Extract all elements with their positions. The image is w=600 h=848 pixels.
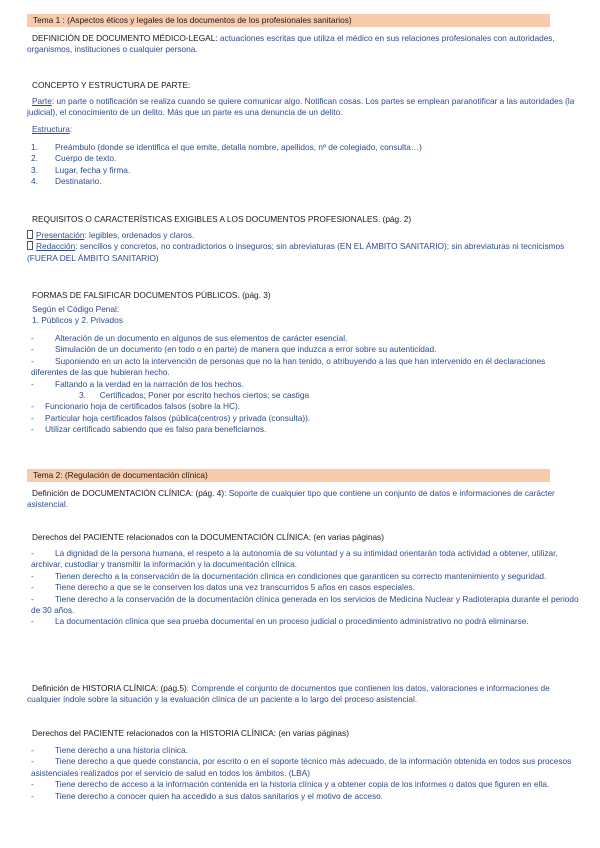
derechos-doc-heading-text: Derechos del PACIENTE relacionados con la DOCUMENTACIÓN CLÍNICA: (en varias páginas) [32, 532, 384, 542]
list-item [27, 791, 580, 802]
sub-number: 3. [79, 390, 86, 401]
parte-text: : un parte o notificación se realiza cuando se quiere comunicar algo. Notifican cosas. Los partes se emplean paranotificar a las autoridades (la judicial), el conocimiento de un delito. Más que un parte es una denuncia de un delito. [27, 96, 575, 118]
codigo-penal [27, 304, 580, 327]
list-item [27, 582, 580, 593]
dash: - [31, 333, 34, 343]
sub-text: Certificados; Poner por escrito hechos ciertos; se castiga [99, 390, 310, 401]
redaccion-label: Redacción [36, 241, 76, 252]
list-item [27, 779, 580, 790]
tema1-section [27, 14, 580, 27]
tema1-band: Tema 1 : (Aspectos éticos y legales de los documentos de los profesionales sanitarios) [27, 14, 550, 27]
list-item [27, 390, 580, 401]
redaccion-text: : sencillos y concretos, no contradictorios o inseguros; sin abreviaturas (EN EL ÁMBITO SANITARIO); sin abreviaturas ni tecnicismos (FUERA DEL ÁMBITO SANITARIO) [27, 241, 565, 263]
list-item [27, 401, 580, 412]
requisitos-heading-text: REQUISITOS O CARACTERÍSTICAS EXIGIBLES A LOS DOCUMENTOS PROFESIONALES. (pág. 2) [32, 214, 412, 224]
list-text: La documentación clínica que sea prueba documental en un proceso judicial o procedimiento administrativo no podrá eliminarse. [55, 616, 529, 627]
requisitos-heading [27, 214, 580, 225]
list-number: 1. [31, 142, 38, 152]
list-item [27, 165, 580, 176]
list-item [27, 230, 580, 241]
dash: - [31, 756, 34, 767]
list-text: Simulación de un documento (en todo o en parte) de manera que induzca a error sobre su autenticidad. [55, 344, 437, 355]
tema2-band: Tema 2: (Regulación de documentación clínica) [27, 469, 550, 482]
parte-paragraph [27, 96, 580, 119]
tema1-definition [27, 33, 580, 56]
list-text: Tienen derecho a la conservación de la documentación clínica en condiciones que garanticen su correcto mantenimiento y seguridad. [55, 570, 547, 581]
estructura-text: Estructura [32, 124, 70, 134]
def-label: DEFINICIÓN DE DOCUMENTO MÉDICO-LEGAL: [32, 33, 218, 43]
list-text: Tiene derecho a la conservación de la documentación clínica generada en los servicios de Medicina Nuclear y Radioterapia durante el periodo de 30 años. [31, 593, 579, 616]
dash: - [31, 593, 34, 604]
list-item [27, 142, 580, 153]
list-item [27, 745, 580, 756]
list-number: 2. [31, 153, 38, 164]
list-item [27, 594, 580, 617]
square-bullet-icon [27, 241, 33, 250]
list-item [27, 153, 580, 164]
list-item [27, 333, 580, 344]
codigo-text: Según el Código Penal: [32, 304, 120, 314]
list-number: 3. [31, 164, 38, 175]
falsificar-heading [27, 290, 580, 301]
def-text: actuaciones escritas que utiliza el médico en sus relaciones profesionales con autoridades, organismos, instituciones o cualquier persona. [27, 33, 555, 55]
def-label: Definición de DOCUMENTACIÓN CLÍNICA: (pág. 4) [32, 488, 225, 498]
falsificar-heading-text: FORMAS DE FALSIFICAR DOCUMENTOS PÚBLICOS. (pág. 3) [32, 290, 271, 300]
list-text: Utilizar certificado sabiendo que es falso para beneficiarnos. [45, 424, 267, 435]
falsificar-list [27, 333, 580, 436]
list-item [27, 571, 580, 582]
list-item [27, 379, 580, 390]
list-text: Tiene derecho a una historia clínica. [55, 745, 188, 755]
list-text: Alteración de un documento en algunos de sus elementos de carácter esencial. [55, 333, 348, 343]
parte-heading [27, 80, 580, 91]
list-text: La dignidad de la persona humana, el respeto a la autonomía de su voluntad y a su intimidad orientarán toda actividad a obtener, utilizar, archivar, custodiar y transmitir la información y la documentación clínica. [31, 548, 558, 570]
dash: - [31, 582, 34, 593]
presentacion-text: : legibles, ordenados y claros. [84, 230, 195, 240]
dash: - [31, 424, 34, 435]
derechos-hc-heading-text: Derechos del PACIENTE relacionados con la HISTORIA CLÍNICA: (en varias páginas) [32, 728, 349, 738]
list-item [27, 241, 580, 264]
list-text: Funcionario hoja de certificados falsos (sobre la HC). [45, 401, 241, 412]
historia-definition [27, 683, 580, 706]
dash: - [31, 779, 34, 790]
def-text: : Comprende el conjunto de documentos que contienen los datos, valoraciones e informaciones de cualquier índole sobre la situación y la evaluación clínica de un paciente a lo largo del proceso asistencial. [27, 683, 550, 705]
tema2-section [27, 469, 580, 482]
dash: - [31, 570, 34, 581]
dash: - [31, 378, 34, 389]
requisitos-list [27, 230, 580, 264]
dash: - [31, 745, 34, 755]
list-text: Particular hoja certificados falsos (pública(centros) y privada (consulta)). [45, 412, 311, 423]
list-text: Lugar, fecha y firma. [55, 164, 131, 175]
dash: - [31, 548, 34, 558]
square-bullet-icon [27, 230, 33, 239]
estructura-colon: : [69, 124, 73, 134]
parte-heading-text: CONCEPTO Y ESTRUCTURA DE PARTE: [32, 80, 191, 90]
derechos-hc-heading [27, 728, 580, 739]
list-text: Destinatario. [55, 176, 102, 187]
parte-label: Parte [32, 96, 52, 106]
dash: - [31, 344, 34, 355]
list-text: Tiene derecho de acceso a la información contenida en la historia clínica y a obtener copia de los informes o datos que figuren en ella. [55, 779, 550, 790]
dash: - [31, 616, 34, 627]
dash: - [31, 355, 34, 366]
list-item [27, 616, 580, 627]
derechos-doc-heading [27, 532, 580, 543]
list-text: Suponiendo en un acto la intervención de personas que no la han tenido, o atribuyendo a las que han intervenido en él declaraciones diferentes de las que hubieran hecho. [31, 355, 546, 378]
list-item [27, 548, 580, 571]
derechos-doc-list [27, 548, 580, 628]
def-label: Definición de HISTORIA CLÍNICA: (pág.5) [32, 683, 187, 693]
list-item [27, 344, 580, 355]
tipos-text: 1. Públicos y 2. Privados [32, 315, 123, 326]
list-item [27, 424, 580, 435]
list-text: Faltando a la verdad en la narración de los hechos. [55, 378, 244, 389]
list-text: Cuerpo de texto. [55, 153, 117, 164]
estructura-list [27, 142, 580, 188]
list-number: 4. [31, 176, 38, 187]
list-item [27, 356, 580, 379]
presentacion-label: Presentación [36, 230, 85, 240]
list-item [27, 756, 580, 779]
derechos-hc-list [27, 745, 580, 802]
estructura-label [27, 124, 580, 135]
list-text: Tiene derecho a conocer quien ha accedido a sus datos sanitarios y el motivo de acceso. [55, 790, 384, 801]
list-item [27, 176, 580, 187]
dash: - [31, 401, 34, 412]
def-text: : Soporte de cualquier tipo que contiene un conjunto de datos e informaciones de carácter asistencial. [27, 488, 555, 510]
list-text: Preámbulo (donde se identifica el que emite, detalla nombre, apellidos, nº de colegiado, consulta…) [55, 142, 422, 152]
tema2-definition [27, 488, 580, 511]
dash: - [31, 790, 34, 801]
list-text: Tiene derecho a que quede constancia, por escrito o en el soporte técnico más adecuado, de la información obtenida en todos sus procesos asistenciales realizados por el servicio de salud en todos los ámbitos. (LBA) [31, 756, 572, 778]
list-text: Tiene derecho a que se le conserven los datos una vez transcurridos 5 años en casos especiales. [55, 582, 415, 593]
dash: - [31, 412, 34, 423]
list-item [27, 413, 580, 424]
